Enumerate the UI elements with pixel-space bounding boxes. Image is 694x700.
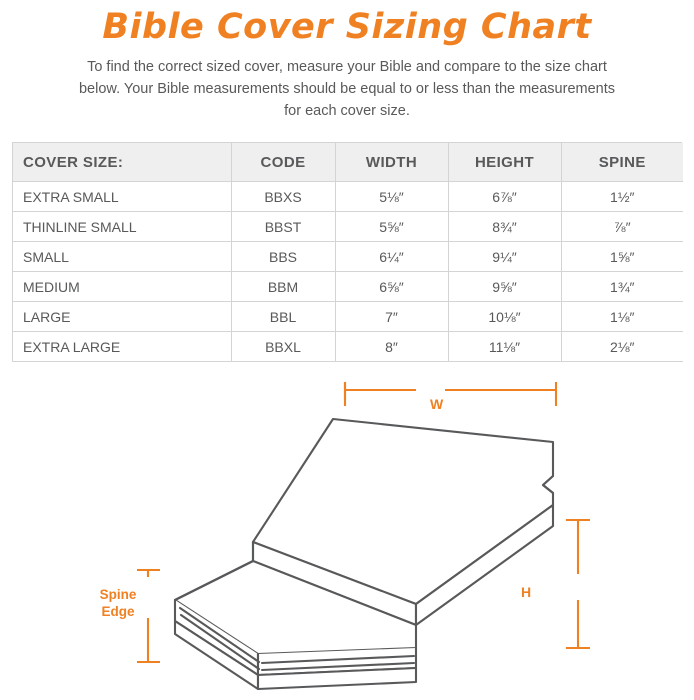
cell-code: BBS [231,242,335,272]
cell-height: 8¾″ [448,212,561,242]
cell-width: 5⅛″ [335,182,448,212]
table-body [13,182,683,362]
cell-code: BBL [231,302,335,332]
cell-width: 7″ [335,302,448,332]
book-illustration [175,419,553,689]
cell-spine: 1⅛″ [561,302,683,332]
sizing-table-wrapper [12,142,682,362]
column-header-code: CODE [231,143,335,182]
cell-spine: 1⅝″ [561,242,683,272]
column-header-height: HEIGHT [448,143,561,182]
table-row [13,212,683,242]
column-header-width: WIDTH [335,143,448,182]
cell-spine: 1¾″ [561,272,683,302]
column-header-cover-size: COVER SIZE: [13,143,231,182]
spine-edge-label-line1: Spine [99,587,137,602]
page-title: Bible Cover Sizing Chart [102,7,592,47]
cell-width: 6¼″ [335,242,448,272]
cell-spine: 1½″ [561,182,683,212]
cell-spine: ⅞″ [561,212,683,242]
cell-height: 9¼″ [448,242,561,272]
cell-height: 10⅛″ [448,302,561,332]
table-header-row [13,143,683,182]
sizing-table [13,143,683,362]
column-header-spine: SPINE [561,143,683,182]
cell-code: BBM [231,272,335,302]
spine-edge-label-line2: Edge [101,604,135,619]
cell-cover-size: SMALL [13,242,231,272]
cell-width: 6⅝″ [335,272,448,302]
table-row [13,242,683,272]
table-row [13,332,683,362]
height-label: H [521,584,532,600]
bible-measurement-diagram [0,372,694,700]
spine-edge-label [88,586,148,620]
cell-spine: 2⅛″ [561,332,683,362]
cell-height: 9⅝″ [448,272,561,302]
cell-cover-size: LARGE [13,302,231,332]
table-row [13,182,683,212]
cell-cover-size: EXTRA LARGE [13,332,231,362]
cell-height: 6⅞″ [448,182,561,212]
width-dimension-left [345,382,416,399]
cell-code: BBST [231,212,335,242]
intro-paragraph: To find the correct sized cover, measure your Bible and compare to the size chart below. Your Bible measurements should be equal to or less than the measurements for each cover size. [78,59,616,119]
cell-code: BBXS [231,182,335,212]
width-label: W [430,396,444,412]
table-head [13,143,683,182]
cell-cover-size: EXTRA SMALL [13,182,231,212]
cell-width: 5⅝″ [335,212,448,242]
cell-height: 11⅛″ [448,332,561,362]
cell-cover-size: THINLINE SMALL [13,212,231,242]
cell-width: 8″ [335,332,448,362]
table-row [13,302,683,332]
cell-cover-size: MEDIUM [13,272,231,302]
cell-code: BBXL [231,332,335,362]
table-row [13,272,683,302]
